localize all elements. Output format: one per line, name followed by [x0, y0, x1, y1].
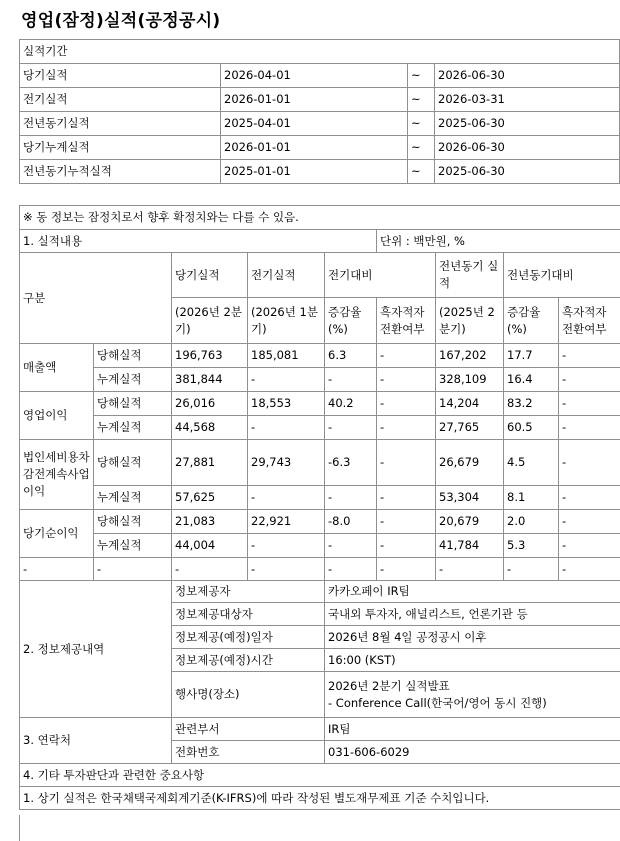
- cell-yoy: 53,304: [436, 486, 504, 510]
- notice-text: ※ 동 정보는 잠정치로서 향후 확정치와는 다를 수 있음.: [20, 206, 620, 230]
- cell-prate: -: [325, 534, 377, 558]
- period-row: [20, 136, 620, 160]
- cell-yrate: 16.4: [504, 368, 559, 392]
- cell-pturn: -: [377, 486, 436, 510]
- cell-yturn: -: [559, 344, 620, 368]
- table-row: [20, 534, 620, 558]
- contact-value: IR팀: [325, 718, 620, 741]
- results-table: [19, 205, 620, 810]
- cell-yturn: -: [559, 392, 620, 416]
- table-row: [20, 558, 620, 581]
- period-tilde: ~: [408, 64, 435, 88]
- cell-prev: -: [248, 368, 325, 392]
- period-to: 2025-06-30: [435, 112, 620, 136]
- contact-label: 전화번호: [172, 741, 325, 764]
- period-header: 실적기간: [20, 40, 620, 64]
- info-label: 정보제공(예정)일자: [172, 626, 325, 649]
- cell-prev: 22,921: [248, 510, 325, 534]
- note-border: [19, 815, 20, 841]
- period-label: 전년동기실적: [20, 112, 221, 136]
- cell-yoy: 167,202: [436, 344, 504, 368]
- period-tilde: ~: [408, 88, 435, 112]
- contact-label: 관련부서: [172, 718, 325, 741]
- cell-sub: 당해실적: [94, 392, 172, 416]
- cell-yoy: 20,679: [436, 510, 504, 534]
- cell-pturn: -: [377, 440, 436, 486]
- cell-yturn: -: [559, 486, 620, 510]
- info-label: 정보제공대상자: [172, 603, 325, 626]
- table-row: [20, 392, 620, 416]
- cell-prev: -: [248, 486, 325, 510]
- header-prev-sub: (2026년 1분기): [248, 298, 325, 344]
- table-row: [20, 510, 620, 534]
- info-value: [325, 672, 620, 718]
- cell-prev: -: [248, 416, 325, 440]
- info-value-text: 카카오페이 IR팀: [328, 584, 410, 599]
- cell-yturn: -: [559, 416, 620, 440]
- period-label: 당기실적: [20, 64, 221, 88]
- header-prev: 전기실적: [248, 253, 325, 298]
- table-row: [20, 416, 620, 440]
- table-row: [20, 368, 620, 392]
- cell-cur: 381,844: [172, 368, 248, 392]
- dash-cell: -: [436, 558, 504, 581]
- cell-pturn: -: [377, 510, 436, 534]
- cell-yrate: 83.2: [504, 392, 559, 416]
- cell-yoy: 14,204: [436, 392, 504, 416]
- period-to: 2026-06-30: [435, 136, 620, 160]
- cell-yrate: 4.5: [504, 440, 559, 486]
- section2-title: 2. 정보제공내역: [20, 581, 172, 718]
- cell-prev: 185,081: [248, 344, 325, 368]
- dash-cell: -: [172, 558, 248, 581]
- period-row: [20, 64, 620, 88]
- period-from: 2025-01-01: [221, 160, 408, 184]
- unit-label: 단위 : 백만원, %: [377, 230, 620, 253]
- info-label: 정보제공(예정)시간: [172, 649, 325, 672]
- header-current-sub: (2026년 2분기): [172, 298, 248, 344]
- cell-prate: 40.2: [325, 392, 377, 416]
- cell-pturn: -: [377, 392, 436, 416]
- info-value-text-2: - Conference Call(한국어/영어 동시 진행): [328, 695, 547, 710]
- cell-yturn: -: [559, 510, 620, 534]
- cell-cur: 196,763: [172, 344, 248, 368]
- info-value: [325, 649, 620, 672]
- header-gubun: 구분: [20, 253, 172, 344]
- header-yoy-turn: 흑자적자 전환여부: [559, 298, 620, 344]
- dash-cell: -: [504, 558, 559, 581]
- info-value: [325, 603, 620, 626]
- cell-yoy: 26,679: [436, 440, 504, 486]
- cell-yturn: -: [559, 440, 620, 486]
- period-row: [20, 88, 620, 112]
- period-tilde: ~: [408, 136, 435, 160]
- cell-yrate: 17.7: [504, 344, 559, 368]
- page-title: 영업(잠정)실적(공정공시): [21, 11, 221, 31]
- period-row: [20, 160, 620, 184]
- period-label: 전기실적: [20, 88, 221, 112]
- period-from: 2026-01-01: [221, 88, 408, 112]
- row-group-label: 매출액: [20, 344, 94, 392]
- info-value-text: 2026년 8월 4일 공정공시 이후: [328, 629, 487, 644]
- section3-title: 3. 연락처: [20, 718, 172, 764]
- cell-yrate: 8.1: [504, 486, 559, 510]
- period-to: 2026-06-30: [435, 64, 620, 88]
- contact-value: 031-606-6029: [325, 741, 620, 764]
- header-yoy-sub: (2025년 2분기): [436, 298, 504, 344]
- cell-prate: -8.0: [325, 510, 377, 534]
- table-row: [20, 486, 620, 510]
- contact-row: [20, 718, 620, 741]
- period-label: 당기누계실적: [20, 136, 221, 160]
- cell-prate: -: [325, 486, 377, 510]
- period-to: 2025-06-30: [435, 160, 620, 184]
- cell-prate: -: [325, 416, 377, 440]
- info-label: 정보제공자: [172, 581, 325, 603]
- cell-yoy: 328,109: [436, 368, 504, 392]
- info-label: 행사명(장소): [172, 672, 325, 718]
- row-group-label: 법인세비용차감전계속사업이익: [20, 440, 94, 510]
- period-tilde: ~: [408, 160, 435, 184]
- cell-prev: 29,743: [248, 440, 325, 486]
- header-yoy: 전년동기 실적: [436, 253, 504, 298]
- period-from: 2025-04-01: [221, 112, 408, 136]
- cell-yrate: 5.3: [504, 534, 559, 558]
- cell-cur: 21,083: [172, 510, 248, 534]
- info-value: [325, 626, 620, 649]
- cell-sub: 당해실적: [94, 510, 172, 534]
- cell-pturn: -: [377, 344, 436, 368]
- section4-note: 1. 상기 실적은 한국채택국제회계기준(K-IFRS)에 따라 작성된 별도재무제표 기준 수치입니다.: [20, 787, 620, 810]
- period-to: 2026-03-31: [435, 88, 620, 112]
- row-group-label: 당기순이익: [20, 510, 94, 558]
- cell-prate: -: [325, 368, 377, 392]
- header-prev-compare: 전기대비: [325, 253, 436, 298]
- cell-sub: 누계실적: [94, 534, 172, 558]
- cell-sub: 누계실적: [94, 416, 172, 440]
- cell-prev: -: [248, 534, 325, 558]
- dash-cell: -: [248, 558, 325, 581]
- cell-cur: 44,568: [172, 416, 248, 440]
- cell-sub: 누계실적: [94, 486, 172, 510]
- cell-cur: 57,625: [172, 486, 248, 510]
- cell-sub: 당해실적: [94, 440, 172, 486]
- cell-sub: 당해실적: [94, 344, 172, 368]
- info-value-text: 2026년 2분기 실적발표: [328, 678, 450, 693]
- cell-pturn: -: [377, 534, 436, 558]
- info-value: [325, 581, 620, 603]
- period-label: 전년동기누적실적: [20, 160, 221, 184]
- period-from: 2026-04-01: [221, 64, 408, 88]
- table-row: [20, 440, 620, 486]
- info-value-text: 16:00 (KST): [328, 652, 396, 667]
- cell-pturn: -: [377, 416, 436, 440]
- section4-title: 4. 기타 투자판단과 관련한 중요사항: [20, 764, 620, 787]
- dash-cell: -: [559, 558, 620, 581]
- cell-prate: 6.3: [325, 344, 377, 368]
- cell-cur: 27,881: [172, 440, 248, 486]
- row-group-label: 영업이익: [20, 392, 94, 440]
- period-tilde: ~: [408, 112, 435, 136]
- cell-yrate: 60.5: [504, 416, 559, 440]
- dash-cell: -: [377, 558, 436, 581]
- header-prev-turn: 흑자적자 전환여부: [377, 298, 436, 344]
- cell-yoy: 27,765: [436, 416, 504, 440]
- cell-sub: 누계실적: [94, 368, 172, 392]
- dash-cell: -: [325, 558, 377, 581]
- cell-yrate: 2.0: [504, 510, 559, 534]
- section1-title: 1. 실적내용: [20, 230, 377, 253]
- cell-pturn: -: [377, 368, 436, 392]
- cell-prate: -6.3: [325, 440, 377, 486]
- dash-cell: -: [20, 558, 94, 581]
- header-prev-rate: 증감율 (%): [325, 298, 377, 344]
- period-table: [19, 39, 620, 184]
- cell-yoy: 41,784: [436, 534, 504, 558]
- period-from: 2026-01-01: [221, 136, 408, 160]
- cell-cur: 26,016: [172, 392, 248, 416]
- dash-cell: -: [94, 558, 172, 581]
- info-value-text: 국내외 투자자, 애널리스트, 언론기관 등: [328, 606, 528, 621]
- header-yoy-rate: 증감율 (%): [504, 298, 559, 344]
- header-current: 당기실적: [172, 253, 248, 298]
- header-yoy-compare: 전년동기대비: [504, 253, 620, 298]
- info-row: [20, 581, 620, 603]
- cell-yturn: -: [559, 534, 620, 558]
- cell-cur: 44,004: [172, 534, 248, 558]
- table-row: [20, 344, 620, 368]
- cell-yturn: -: [559, 368, 620, 392]
- period-row: [20, 112, 620, 136]
- cell-prev: 18,553: [248, 392, 325, 416]
